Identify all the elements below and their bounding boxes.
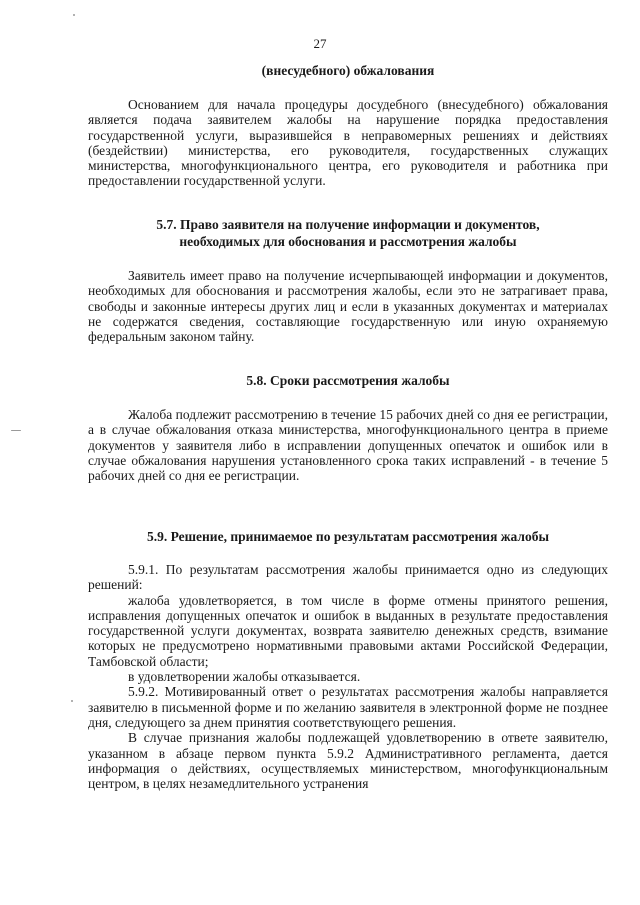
section-heading-continued: (внесудебного) обжалования bbox=[261, 63, 435, 78]
paragraph-text: Основанием для начала процедуры досудебного (внесудебного) обжалования является подача заявителем жалобы на нарушение порядка предоставления государственной услуги, выразившейся в неправомерных решениях и действиях (бездействии) министерства, его руководителя, государственных служащих министерства, многофункционального центра, его руководителя и работника при предоставлении государственной услуги. bbox=[88, 97, 608, 189]
paragraph-5-8 bbox=[88, 407, 608, 483]
paragraph-text: Заявитель имеет право на получение исчерпывающей информации и документов, необходимых для обоснования и рассмотрения жалобы, если это не затрагивает права, свободы и законные интересы других лиц и если в указанных документах и материалах не содержатся сведения, составляющие государственную или иную охраняемую федеральным законом тайну. bbox=[88, 268, 608, 345]
decision-option-refused: в удовлетворении жалобы отказывается. bbox=[128, 669, 361, 685]
scan-mark bbox=[71, 700, 73, 702]
section-heading-5-9: 5.9. Решение, принимаемое по результатам рассмотрения жалобы bbox=[146, 529, 550, 544]
paragraph-grounds bbox=[88, 97, 608, 189]
paragraph-satisfaction-info: В случае признания жалобы подлежащей удовлетворению в ответе заявителю, указанном в абзаце первом пункта 5.9.2 Административного регламента, дается информация о действиях, осуществляемых министерством, многофункциональным центром, в целях незамедлительного устранения bbox=[88, 730, 608, 792]
section-5-9-body bbox=[88, 562, 608, 791]
decision-option-satisfied: жалоба удовлетворяется, в том числе в форме отмены принятого решения, исправления допущенных опечаток и ошибок в выданных в результате предоставления государственной услуги документах, возврата заявителю денежных средств, взимание которых не предусмотрено нормативными правовыми актами Российской Федерации, Тамбовской области; bbox=[88, 592, 608, 669]
scan-mark bbox=[73, 14, 75, 16]
section-heading-5-7: 5.7. Право заявителя на получение информации и документов, необходимых для обоснования и рассмотрения жалобы bbox=[156, 217, 540, 249]
item-5-9-2: 5.9.2. Мотивированный ответ о результатах рассмотрения жалобы направляется заявителю в письменной форме и по желанию заявителя в электронной форме не позднее дня, следующего за днем принятия соответствующего решения. bbox=[88, 684, 608, 730]
page-number: 27 bbox=[313, 36, 327, 51]
paragraph-5-7 bbox=[88, 268, 608, 344]
scan-mark bbox=[11, 430, 21, 431]
section-heading-5-8: 5.8. Сроки рассмотрения жалобы bbox=[246, 373, 450, 388]
item-5-9-1: 5.9.1. По результатам рассмотрения жалобы принимается одно из следующих решений: bbox=[88, 562, 608, 593]
paragraph-text: Жалоба подлежит рассмотрению в течение 15 рабочих дней со дня ее регистрации, а в случае обжалования отказа министерства, многофункционального центра в приеме документов у заявителя либо в исправлении допущенных опечаток и ошибок или в случае обжалования нарушения установленного срока таких исправлений - в течение 5 рабочих дней со дня ее регистрации. bbox=[88, 407, 608, 484]
